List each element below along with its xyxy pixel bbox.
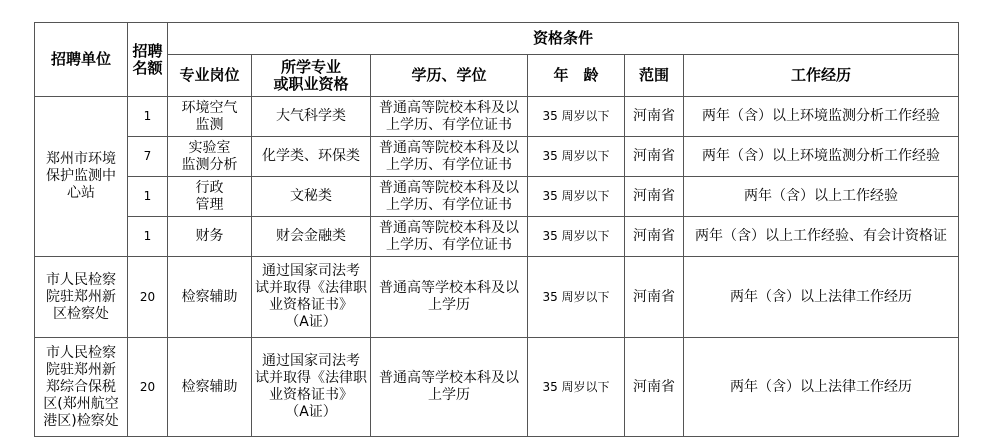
major-cell: 文秘类 — [252, 177, 371, 217]
experience-cell: 两年（含）以上法律工作经历 — [684, 338, 959, 437]
major-cell: 大气科学类 — [252, 97, 371, 137]
header-scope: 范围 — [625, 55, 684, 97]
unit-cell: 郑州市环境 保护监测中 心站 — [35, 97, 128, 257]
post-cell: 检察辅助 — [168, 338, 252, 437]
scope-cell: 河南省 — [625, 217, 684, 257]
recruitment-table — [34, 22, 959, 437]
table-row — [35, 97, 959, 137]
header-age: 年 龄 — [528, 55, 625, 97]
major-cell: 财会金融类 — [252, 217, 371, 257]
table-row — [35, 137, 959, 177]
education-cell: 普通高等院校本科及以 上学历、有学位证书 — [371, 217, 528, 257]
education-cell: 普通高等学校本科及以 上学历 — [371, 338, 528, 437]
header-education: 学历、学位 — [371, 55, 528, 97]
count-cell: 20 — [128, 338, 168, 437]
experience-cell: 两年（含）以上工作经验、有会计资格证 — [684, 217, 959, 257]
unit-cell: 市人民检察 院驻郑州新 区检察处 — [35, 257, 128, 338]
count-cell: 1 — [128, 217, 168, 257]
count-cell: 20 — [128, 257, 168, 338]
experience-cell: 两年（含）以上法律工作经历 — [684, 257, 959, 338]
post-cell: 财务 — [168, 217, 252, 257]
count-cell: 1 — [128, 97, 168, 137]
education-cell: 普通高等院校本科及以 上学历、有学位证书 — [371, 97, 528, 137]
unit-cell: 市人民检察 院驻郑州新 郑综合保税 区(郑州航空 港区)检察处 — [35, 338, 128, 437]
age-cell: 35 周岁以下 — [528, 97, 625, 137]
age-cell: 35 周岁以下 — [528, 137, 625, 177]
age-cell: 35 周岁以下 — [528, 177, 625, 217]
table-row — [35, 338, 959, 437]
age-cell: 35 周岁以下 — [528, 257, 625, 338]
header-count: 招聘 名额 — [128, 23, 168, 97]
scope-cell: 河南省 — [625, 177, 684, 217]
table-row — [35, 217, 959, 257]
header-unit: 招聘单位 — [35, 23, 128, 97]
experience-cell: 两年（含）以上环境监测分析工作经验 — [684, 137, 959, 177]
age-cell: 35 周岁以下 — [528, 217, 625, 257]
education-cell: 普通高等学校本科及以 上学历 — [371, 257, 528, 338]
header-post: 专业岗位 — [168, 55, 252, 97]
count-cell: 7 — [128, 137, 168, 177]
table-row — [35, 177, 959, 217]
scope-cell: 河南省 — [625, 137, 684, 177]
table-row — [35, 257, 959, 338]
scope-cell: 河南省 — [625, 257, 684, 338]
scope-cell: 河南省 — [625, 97, 684, 137]
major-cell: 化学类、环保类 — [252, 137, 371, 177]
education-cell: 普通高等院校本科及以 上学历、有学位证书 — [371, 137, 528, 177]
post-cell: 实验室 监测分析 — [168, 137, 252, 177]
count-cell: 1 — [128, 177, 168, 217]
post-cell: 检察辅助 — [168, 257, 252, 338]
experience-cell: 两年（含）以上工作经验 — [684, 177, 959, 217]
age-cell: 35 周岁以下 — [528, 338, 625, 437]
scope-cell: 河南省 — [625, 338, 684, 437]
header-major: 所学专业 或职业资格 — [252, 55, 371, 97]
major-cell: 通过国家司法考 试并取得《法律职 业资格证书》 （A证） — [252, 338, 371, 437]
experience-cell: 两年（含）以上环境监测分析工作经验 — [684, 97, 959, 137]
header-experience: 工作经历 — [684, 55, 959, 97]
post-cell: 行政 管理 — [168, 177, 252, 217]
education-cell: 普通高等院校本科及以 上学历、有学位证书 — [371, 177, 528, 217]
major-cell: 通过国家司法考 试并取得《法律职 业资格证书》 （A证） — [252, 257, 371, 338]
post-cell: 环境空气 监测 — [168, 97, 252, 137]
header-qualifications: 资格条件 — [168, 23, 959, 55]
